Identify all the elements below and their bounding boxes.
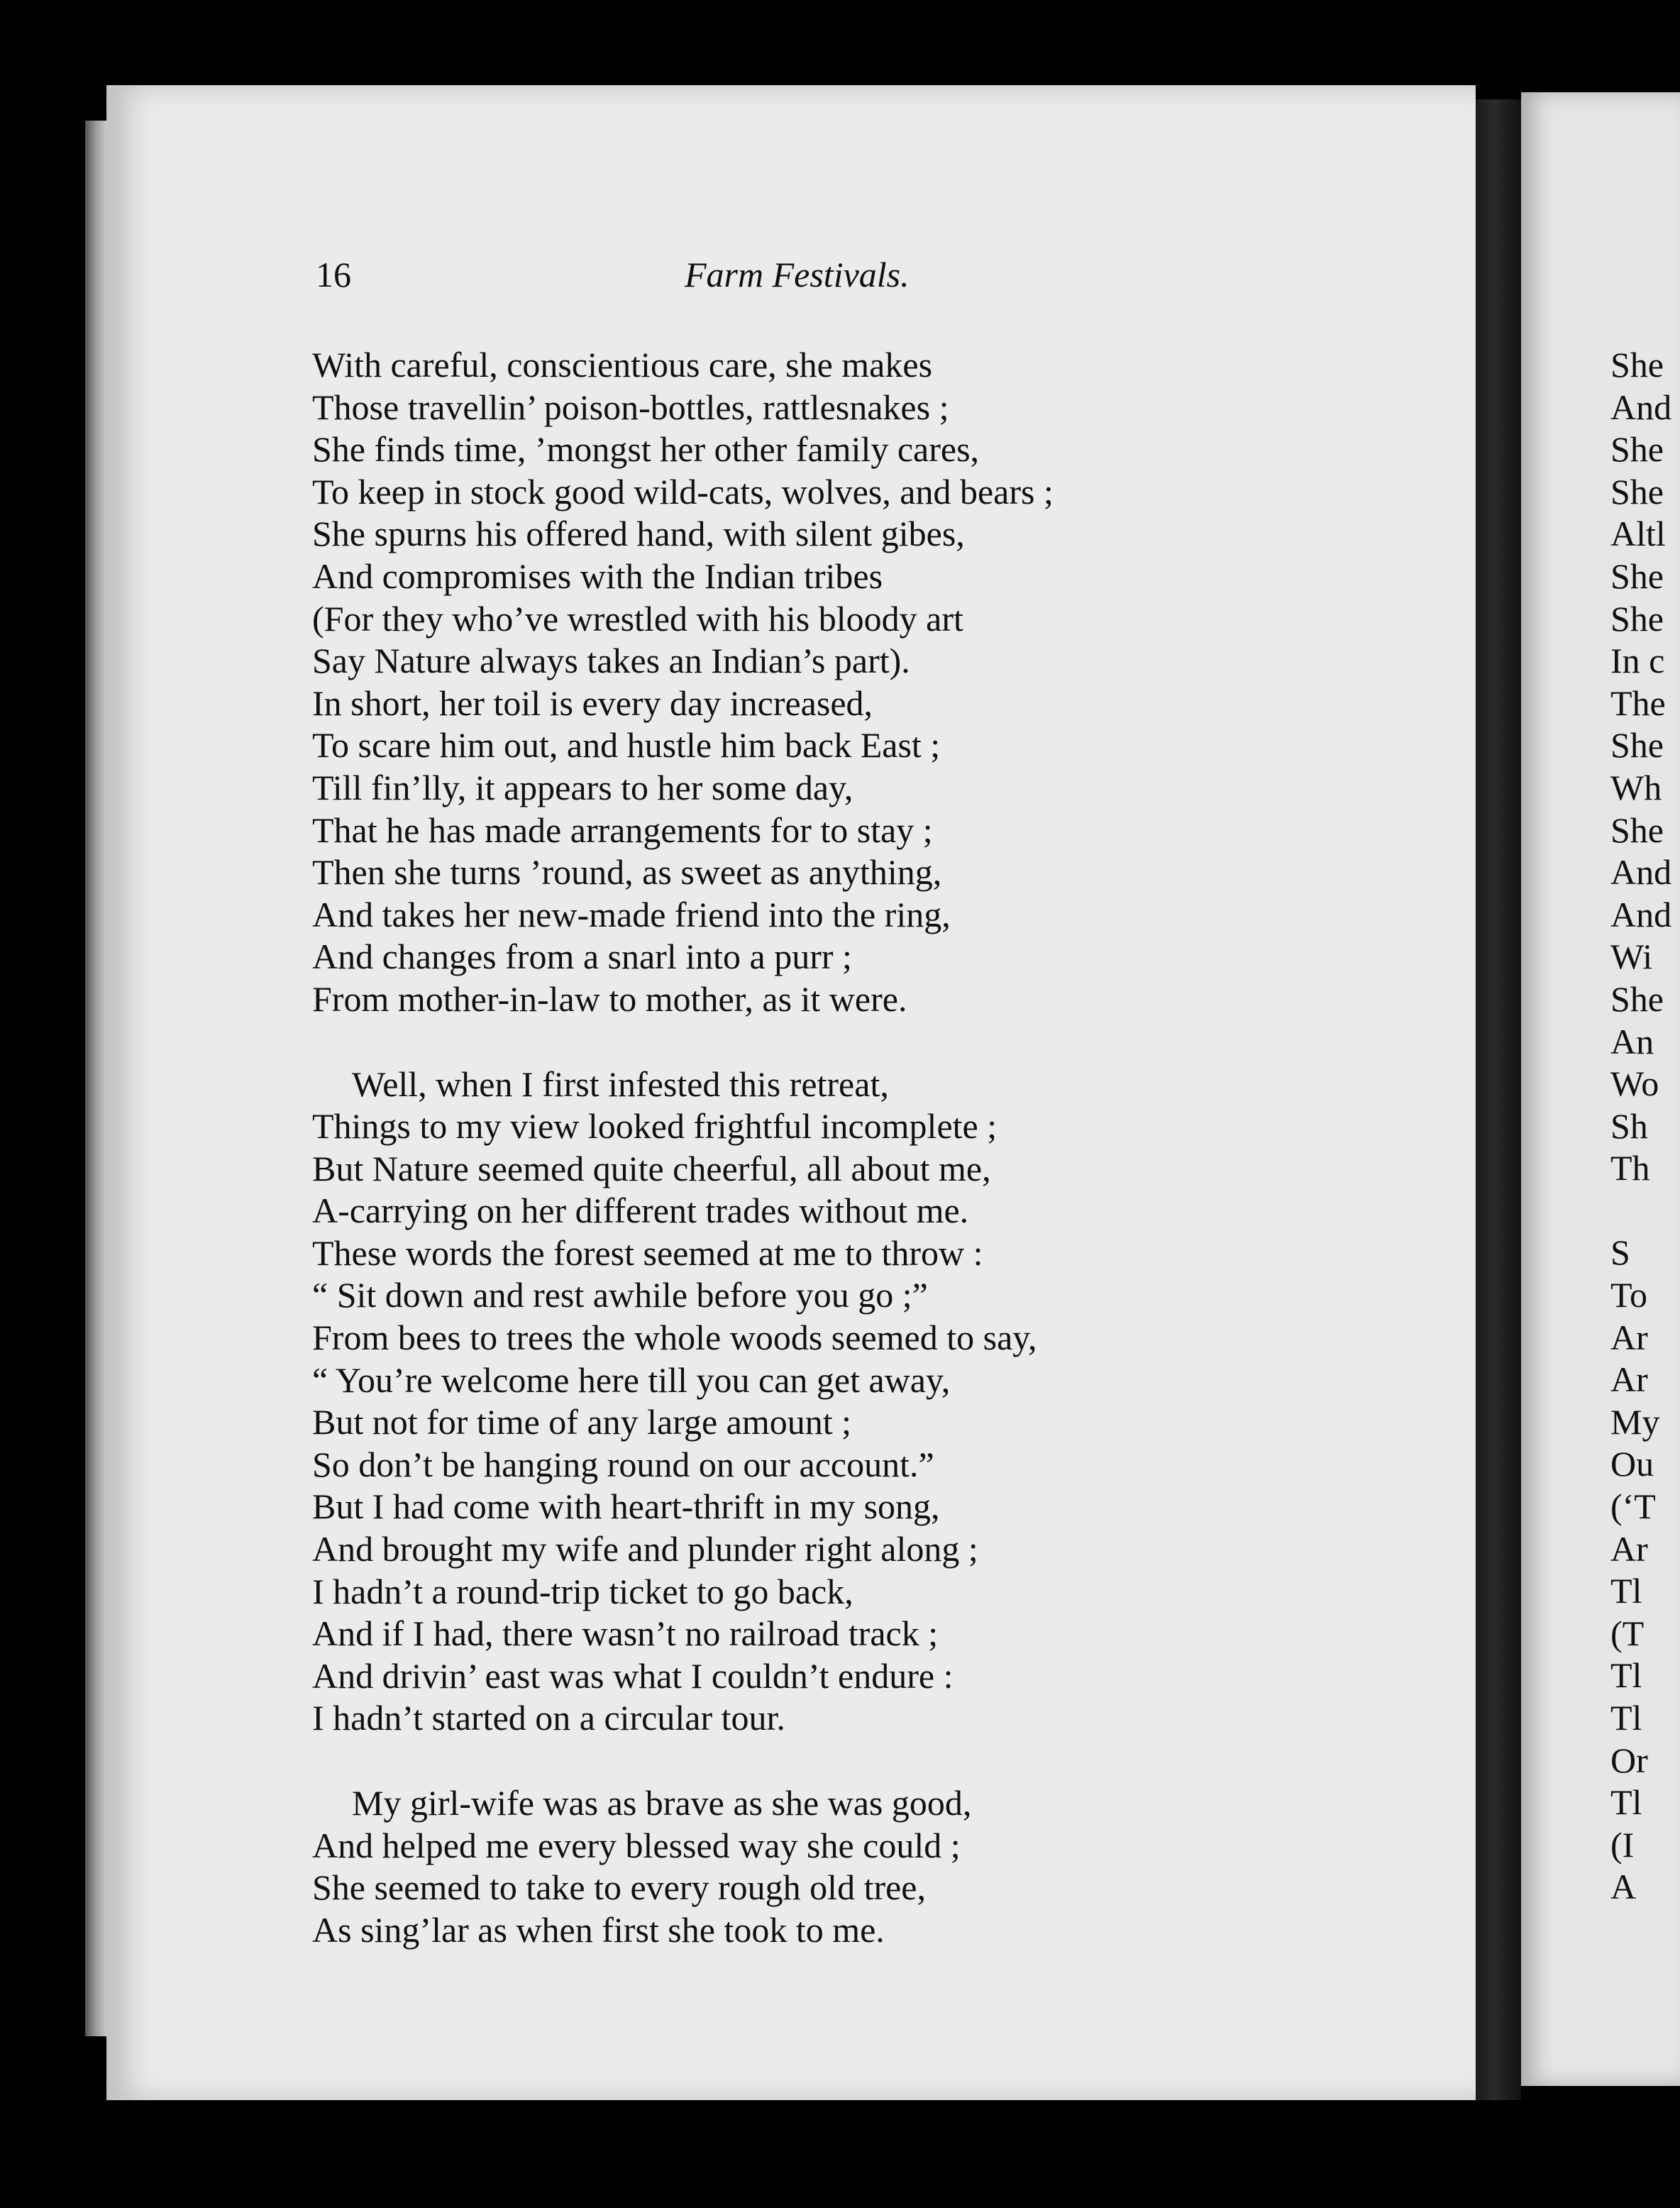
poem-line: With careful, conscientious care, she makes bbox=[312, 345, 933, 385]
facing-page-line: Altl bbox=[1610, 514, 1666, 554]
facing-page-line: Or bbox=[1610, 1740, 1648, 1780]
facing-page-line: She bbox=[1610, 978, 1664, 1019]
facing-page-line: S bbox=[1610, 1232, 1630, 1273]
poem-line: Till fin’lly, it appears to her some day, bbox=[312, 767, 853, 807]
facing-page-line: Ar bbox=[1610, 1317, 1648, 1357]
poem-line: Those travellin’ poison-bottles, rattlesnakes ; bbox=[312, 387, 949, 427]
facing-page-line: And bbox=[1610, 387, 1672, 427]
stanza-gap bbox=[312, 1021, 1461, 1064]
poem-line: I hadn’t started on a circular tour. bbox=[312, 1698, 785, 1738]
facing-page-line: My bbox=[1610, 1401, 1660, 1442]
poem-line: But I had come with heart-thrift in my song, bbox=[312, 1486, 940, 1527]
facing-page-line: An bbox=[1610, 1021, 1654, 1061]
facing-page-line: Ar bbox=[1610, 1359, 1648, 1400]
poem-line: Things to my view looked frightful incomplete ; bbox=[312, 1106, 998, 1147]
poem-line: She seemed to take to every rough old tree, bbox=[312, 1867, 926, 1908]
poem-line: But not for time of any large amount ; bbox=[312, 1402, 852, 1442]
poem-line: These words the forest seemed at me to throw : bbox=[312, 1232, 983, 1273]
facing-page-line: (I bbox=[1610, 1824, 1635, 1865]
poem-body bbox=[312, 344, 1461, 1951]
facing-page-line: In c bbox=[1610, 641, 1665, 681]
facing-page-line: (T bbox=[1610, 1613, 1645, 1653]
running-title: Farm Festivals. bbox=[685, 255, 910, 294]
facing-page-line: Wi bbox=[1610, 937, 1653, 977]
poem-line: To keep in stock good wild-cats, wolves, and bears ; bbox=[312, 471, 1054, 512]
facing-page-line: She bbox=[1610, 556, 1664, 596]
facing-page-line: She bbox=[1610, 429, 1664, 470]
facing-page-line: She bbox=[1610, 598, 1664, 639]
facing-page-line: Tl bbox=[1610, 1782, 1642, 1823]
poem-line: But Nature seemed quite cheerful, all about me, bbox=[312, 1148, 991, 1188]
poem-line: From bees to trees the whole woods seemed to say, bbox=[312, 1318, 1037, 1358]
poem-line: And helped me every blessed way she could ; bbox=[312, 1825, 961, 1865]
stanza-gap bbox=[312, 1740, 1461, 1782]
facing-page-line: A bbox=[1610, 1867, 1637, 1907]
facing-page-line: Wh bbox=[1610, 767, 1662, 807]
poem-line: And drivin’ east was what I couldn’t endure : bbox=[312, 1655, 954, 1696]
poem-line: From mother-in-law to mother, as it were. bbox=[312, 978, 907, 1019]
page-number: 16 bbox=[316, 255, 351, 294]
poem-line: She spurns his offered hand, with silent gibes, bbox=[312, 514, 965, 554]
facing-page-line: Wo bbox=[1610, 1064, 1659, 1104]
facing-page-line: And bbox=[1610, 852, 1672, 893]
facing-page-line: She bbox=[1610, 471, 1664, 512]
poem-line: She finds time, ’mongst her other family cares, bbox=[312, 429, 980, 470]
facing-page-line: She bbox=[1610, 345, 1664, 385]
poem-line: Well, when I first infested this retreat, bbox=[352, 1064, 889, 1104]
poem-line: My girl-wife was as brave as she was good, bbox=[352, 1783, 972, 1823]
facing-page-text bbox=[1610, 344, 1680, 1909]
stanza bbox=[312, 1064, 1461, 1740]
facing-page-line: The bbox=[1610, 683, 1666, 723]
poem-line: And changes from a snarl into a purr ; bbox=[312, 937, 852, 977]
page-header bbox=[316, 254, 1203, 304]
facing-page-line bbox=[1610, 1190, 1680, 1232]
book-left-edge bbox=[85, 121, 106, 2036]
poem-line: And if I had, there wasn’t no railroad track ; bbox=[312, 1613, 939, 1654]
facing-page-line: Sh bbox=[1610, 1105, 1648, 1146]
facing-page-line: And bbox=[1610, 894, 1672, 934]
poem-line: And brought my wife and plunder right along ; bbox=[312, 1529, 978, 1569]
poem-line: “ You’re welcome here till you can get away, bbox=[312, 1359, 951, 1400]
facing-page-line: Th bbox=[1610, 1148, 1650, 1188]
facing-page-line: She bbox=[1610, 810, 1664, 850]
facing-page-line: She bbox=[1610, 725, 1664, 766]
poem-line: Then she turns ’round, as sweet as anything, bbox=[312, 852, 942, 893]
poem-line: And takes her new-made friend into the ring, bbox=[312, 894, 951, 934]
poem-line: That he has made arrangements for to stay ; bbox=[312, 810, 933, 850]
facing-page-line: Tl bbox=[1610, 1571, 1642, 1611]
poem-line: (For they who’ve wrestled with his bloody art bbox=[312, 598, 963, 639]
book-gutter bbox=[1476, 99, 1521, 2100]
facing-page-line: To bbox=[1610, 1275, 1648, 1315]
poem-line: I hadn’t a round-trip ticket to go back, bbox=[312, 1571, 853, 1611]
stanza bbox=[312, 344, 1461, 1021]
facing-page-line: Ar bbox=[1610, 1528, 1648, 1569]
poem-line: “ Sit down and rest awhile before you go ;” bbox=[312, 1275, 928, 1315]
poem-line: Say Nature always takes an Indian’s part). bbox=[312, 641, 910, 681]
poem-line: So don’t be hanging round on our account.” bbox=[312, 1444, 934, 1484]
poem-line: In short, her toil is every day increased, bbox=[312, 683, 873, 723]
poem-line: To scare him out, and hustle him back East ; bbox=[312, 725, 941, 766]
facing-page-line: Ou bbox=[1610, 1444, 1654, 1484]
facing-page-line: (‘T bbox=[1610, 1486, 1656, 1527]
poem-line: A-carrying on her different trades without me. bbox=[312, 1191, 969, 1231]
poem-line: And compromises with the Indian tribes bbox=[312, 556, 883, 596]
facing-page-line: Tl bbox=[1610, 1655, 1642, 1696]
facing-page-line: Tl bbox=[1610, 1698, 1642, 1738]
stanza bbox=[312, 1782, 1461, 1951]
poem-line: As sing’lar as when first she took to me. bbox=[312, 1909, 885, 1950]
